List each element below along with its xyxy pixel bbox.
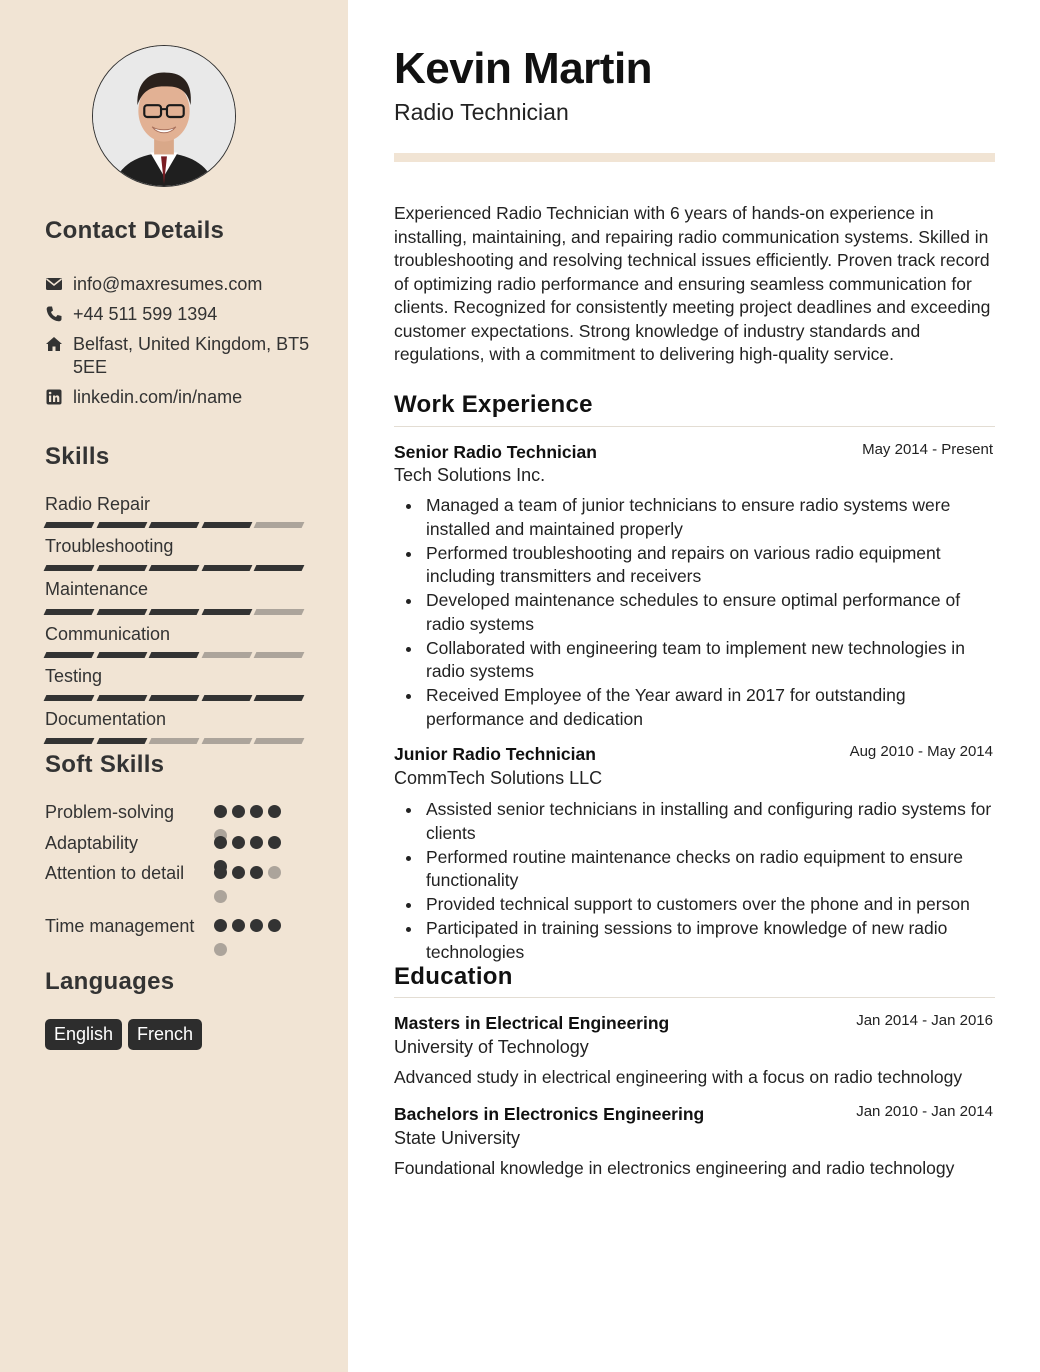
language-tag: English (45, 1019, 122, 1050)
skill-segment-filled (149, 652, 199, 658)
rating-dot-filled (232, 805, 245, 818)
skills-heading: Skills (45, 443, 110, 470)
phone-icon (45, 305, 63, 323)
work-experience-heading: Work Experience (394, 391, 593, 418)
rating-dot-filled (250, 919, 263, 932)
profile-summary: Experienced Radio Technician with 6 years of hands-on experience in installing, maintaining, and repairing radio communication systems. Skilled in troubleshooting and resolving technical issues efficiently. Proven track record of optimizing radio performance and ensuring seamless communication for clients. Recognized for consistently meeting project deadlines and exceeding customer expectations. Strong knowledge of industry standards and regulations, with a commitment to delivering high-quality service. (394, 203, 991, 364)
contact-email-text: info@maxresumes.com (73, 274, 263, 294)
job-bullets (426, 494, 998, 732)
degree-title: Masters in Electrical Engineering (394, 1013, 670, 1033)
rating-dot-filled (232, 919, 245, 932)
job-dates: May 2014 - Present (862, 441, 993, 458)
skill-segment-filled (96, 738, 146, 744)
skill-segment-empty (201, 652, 251, 658)
profile-photo (92, 45, 236, 187)
degree-title: Bachelors in Electronics Engineering (394, 1104, 705, 1124)
job-bullet: Provided technical support to customers over the phone and in person (426, 893, 998, 917)
education-description: Advanced study in electrical engineering with a focus on radio technology (394, 1067, 963, 1087)
sidebar (0, 0, 348, 1372)
education-description: Foundational knowledge in electronics engineering and radio technology (394, 1158, 955, 1178)
job-bullet: Performed routine maintenance checks on radio equipment to ensure functionality (426, 846, 998, 893)
rating-dot-empty (214, 890, 227, 903)
skill-segment-filled (44, 609, 94, 615)
skill-segment-filled (149, 695, 199, 701)
soft-skill-name: Time management (45, 916, 195, 936)
skill-segment-empty (149, 738, 199, 744)
rating-dot-filled (250, 836, 263, 849)
skill-segment-filled (44, 522, 94, 528)
rating-dot-empty (214, 943, 227, 956)
skill-name: Communication (45, 624, 171, 644)
soft-skills-heading: Soft Skills (45, 751, 165, 778)
job-company: CommTech Solutions LLC (394, 768, 603, 788)
job-bullet: Managed a team of junior technicians to ensure radio systems were installed and maintained properly (426, 494, 998, 541)
skill-segment-filled (96, 695, 146, 701)
rating-dot-filled (268, 805, 281, 818)
skill-segment-filled (96, 565, 146, 571)
skill-segment-filled (149, 609, 199, 615)
job-bullets (426, 798, 998, 965)
job-bullet: Participated in training sessions to improve knowledge of new radio technologies (426, 917, 998, 964)
skill-bar (45, 609, 303, 615)
skill-bar (45, 522, 303, 528)
header-divider (394, 153, 995, 162)
skill-name: Testing (45, 666, 103, 686)
soft-skill-name: Problem-solving (45, 802, 175, 822)
rating-dot-filled (214, 919, 227, 932)
skill-bar (45, 738, 303, 744)
language-tag: French (128, 1019, 202, 1050)
skill-segment-filled (96, 609, 146, 615)
candidate-name: Kevin Martin (394, 44, 653, 93)
skill-segment-filled (254, 695, 304, 701)
education-dates: Jan 2010 - Jan 2014 (856, 1103, 993, 1120)
rating-dot-filled (268, 836, 281, 849)
school-name: University of Technology (394, 1037, 589, 1057)
skill-segment-filled (44, 565, 94, 571)
skill-segment-filled (96, 522, 146, 528)
section-divider (394, 997, 995, 998)
skill-segment-empty (254, 609, 304, 615)
rating-dot-filled (214, 836, 227, 849)
education-dates: Jan 2014 - Jan 2016 (856, 1012, 993, 1029)
skill-segment-filled (149, 565, 199, 571)
skill-name: Troubleshooting (45, 536, 174, 556)
skill-segment-empty (201, 738, 251, 744)
skill-segment-filled (44, 652, 94, 658)
rating-dot-filled (232, 836, 245, 849)
job-company: Tech Solutions Inc. (394, 465, 546, 485)
job-bullet: Performed troubleshooting and repairs on various radio equipment including transmitters and receivers (426, 542, 998, 589)
soft-skill-name: Attention to detail (45, 863, 185, 883)
school-name: State University (394, 1128, 521, 1148)
skill-segment-filled (201, 695, 251, 701)
section-divider (394, 426, 995, 427)
skill-segment-empty (254, 522, 304, 528)
contact-phone-text: +44 511 599 1394 (73, 304, 218, 324)
languages-heading: Languages (45, 968, 175, 995)
job-bullet: Collaborated with engineering team to implement new technologies in radio systems (426, 637, 998, 684)
contact-address-text: Belfast, United Kingdom, BT5 5EE (73, 334, 310, 377)
education-heading: Education (394, 963, 513, 990)
soft-skill-name: Adaptability (45, 833, 139, 853)
skill-segment-empty (254, 738, 304, 744)
rating-dot-filled (250, 805, 263, 818)
language-list (45, 1019, 202, 1050)
job-title: Junior Radio Technician (394, 744, 596, 764)
skill-name: Maintenance (45, 579, 149, 599)
skill-bar (45, 652, 303, 658)
skill-segment-filled (201, 565, 251, 571)
skill-name: Radio Repair (45, 494, 151, 514)
linkedin-icon (45, 388, 63, 406)
rating-dot-filled (250, 866, 263, 879)
skill-bar (45, 695, 303, 701)
contact-heading: Contact Details (45, 217, 225, 244)
contact-linkedin-text: linkedin.com/in/name (73, 387, 243, 407)
rating-dot-filled (214, 805, 227, 818)
skill-segment-filled (254, 565, 304, 571)
skill-segment-filled (201, 609, 251, 615)
skill-segment-filled (149, 522, 199, 528)
rating-dot-filled (214, 866, 227, 879)
skill-segment-filled (201, 522, 251, 528)
skill-segment-filled (96, 652, 146, 658)
home-icon (45, 335, 63, 353)
profile-photo-illustration (93, 46, 235, 186)
candidate-title: Radio Technician (394, 99, 569, 125)
job-dates: Aug 2010 - May 2014 (849, 743, 993, 760)
job-bullet: Received Employee of the Year award in 2017 for outstanding performance and dedication (426, 684, 998, 731)
skill-segment-empty (254, 652, 304, 658)
job-bullet: Assisted senior technicians in installing and configuring radio systems for clients (426, 798, 998, 845)
rating-dot-filled (268, 919, 281, 932)
skill-name: Documentation (45, 709, 167, 729)
rating-dot-filled (232, 866, 245, 879)
job-bullet: Developed maintenance schedules to ensure optimal performance of radio systems (426, 589, 998, 636)
main-content (348, 0, 1040, 1372)
skill-segment-filled (44, 695, 94, 701)
job-title: Senior Radio Technician (394, 442, 597, 462)
skill-bar (45, 565, 303, 571)
skill-segment-filled (44, 738, 94, 744)
envelope-icon (45, 275, 63, 293)
rating-dot-empty (268, 866, 281, 879)
